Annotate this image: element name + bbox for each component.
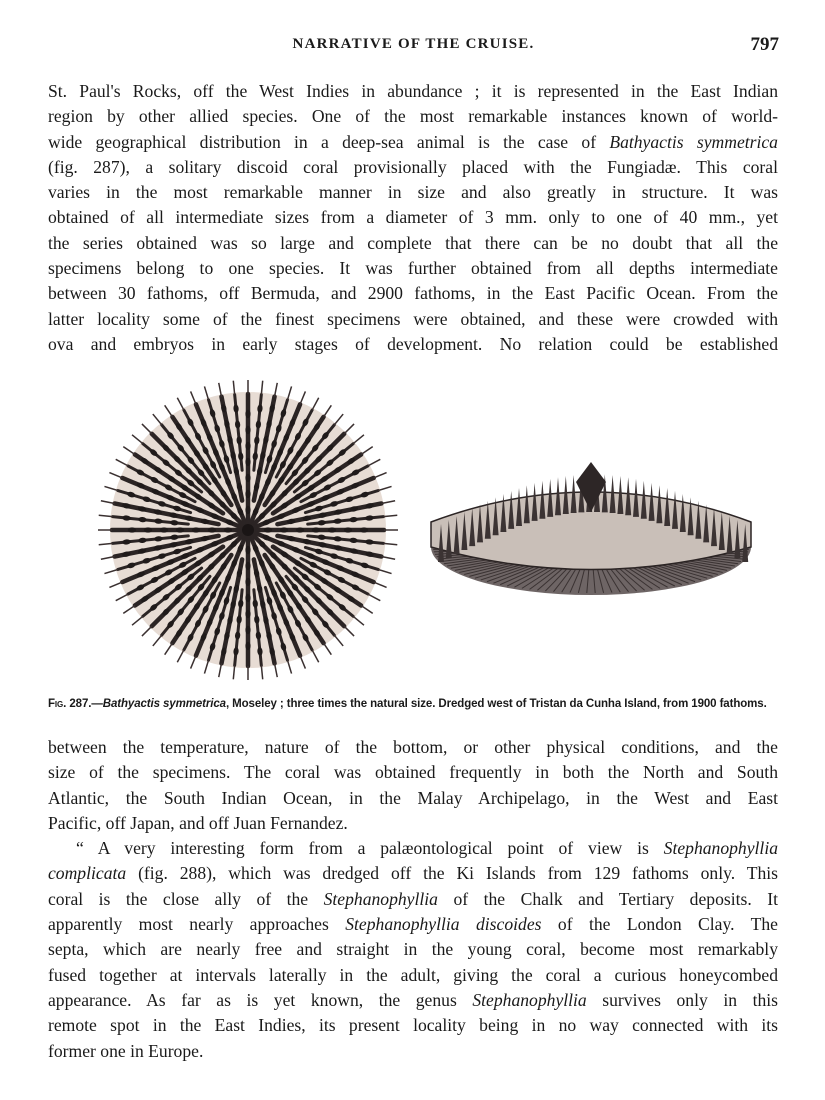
text-line: wide geographical distribution in a deep-sea animal is the case of Bathyactis symmetrica: [48, 131, 778, 152]
bottom-paragraph: [48, 735, 778, 1064]
text-line: St. Paul's Rocks, off the West Indies in abundance ; it is represented in the East Indian: [48, 81, 778, 101]
figure-caption: [48, 698, 788, 710]
text-line: Pacific, off Japan, and off Juan Fernandez.: [48, 812, 348, 833]
caption-text: , Moseley ; three times the natural size. Dredged west of Tristan da Cunha Island, from 1900 fathoms.: [225, 698, 767, 710]
text-line: region by other allied species. One of the most remarkable instances known of world-: [48, 106, 778, 127]
text-line: “ A very interesting form from a palæontological point of view is Stephanophyllia: [76, 838, 778, 859]
text-line: remote spot in the East Indies, its present locality being in no way connected with its: [48, 1015, 778, 1036]
text-line: the series obtained was so large and complete that there can be no doubt that all the: [48, 232, 778, 253]
caption-label: Fig. 287.—: [48, 698, 103, 710]
page-number: 797: [750, 34, 779, 55]
text-line: appearance. As far as is yet known, the genus Stephanophyllia survives only in this: [48, 989, 778, 1010]
running-head: [48, 36, 779, 62]
text-line: coral is the close ally of the Stephanophyllia of the Chalk and Tertiary deposits. It: [48, 888, 778, 909]
text-line: septa, which are nearly free and straight in the young coral, become most remarkably: [48, 939, 778, 960]
top-paragraph: [48, 79, 778, 357]
text-line: (fig. 287), a solitary discoid coral provisionally placed with the Fungiadæ. This coral: [48, 156, 778, 177]
text-line: former one in Europe.: [48, 1040, 204, 1061]
running-title: NARRATIVE OF THE CRUISE.: [292, 36, 535, 52]
text-line: fused together at intervals laterally in the adult, giving the coral a curious honeycombed: [48, 964, 778, 985]
text-line: ova and embryos in early stages of development. No relation could be established: [48, 333, 778, 354]
text-line: between the temperature, nature of the bottom, or other physical conditions, and the: [48, 737, 778, 757]
caption-species: Bathyactis symmetrica: [102, 698, 226, 710]
text-line: complicata (fig. 288), which was dredged off the Ki Islands from 129 fathoms only. This: [48, 863, 778, 884]
coral-side-view-illustration: [426, 452, 756, 612]
text-line: varies in the most remarkable manner in size and also greatly in structure. It was: [48, 182, 778, 203]
text-line: latter locality some of the finest specimens were obtained, and these were crowded with: [48, 308, 778, 329]
text-line: size of the specimens. The coral was obtained frequently in both the North and South: [48, 762, 778, 783]
text-line: apparently most nearly approaches Stephanophyllia discoides of the London Clay. The: [48, 914, 778, 935]
species-name: Bathyactis symmetrica: [609, 131, 778, 152]
text-line: specimens belong to one species. It was further obtained from all depths intermediate: [48, 258, 778, 279]
figure-287: [48, 370, 778, 690]
coral-top-view-illustration: [88, 370, 408, 690]
text-line: between 30 fathoms, off Bermuda, and 2900 fathoms, in the East Pacific Ocean. From the: [48, 283, 778, 304]
text-line: obtained of all intermediate sizes from a diameter of 3 mm. only to one of 40 mm., yet: [48, 207, 778, 228]
text-line: Atlantic, the South Indian Ocean, in the Malay Archipelago, in the West and East: [48, 787, 778, 808]
